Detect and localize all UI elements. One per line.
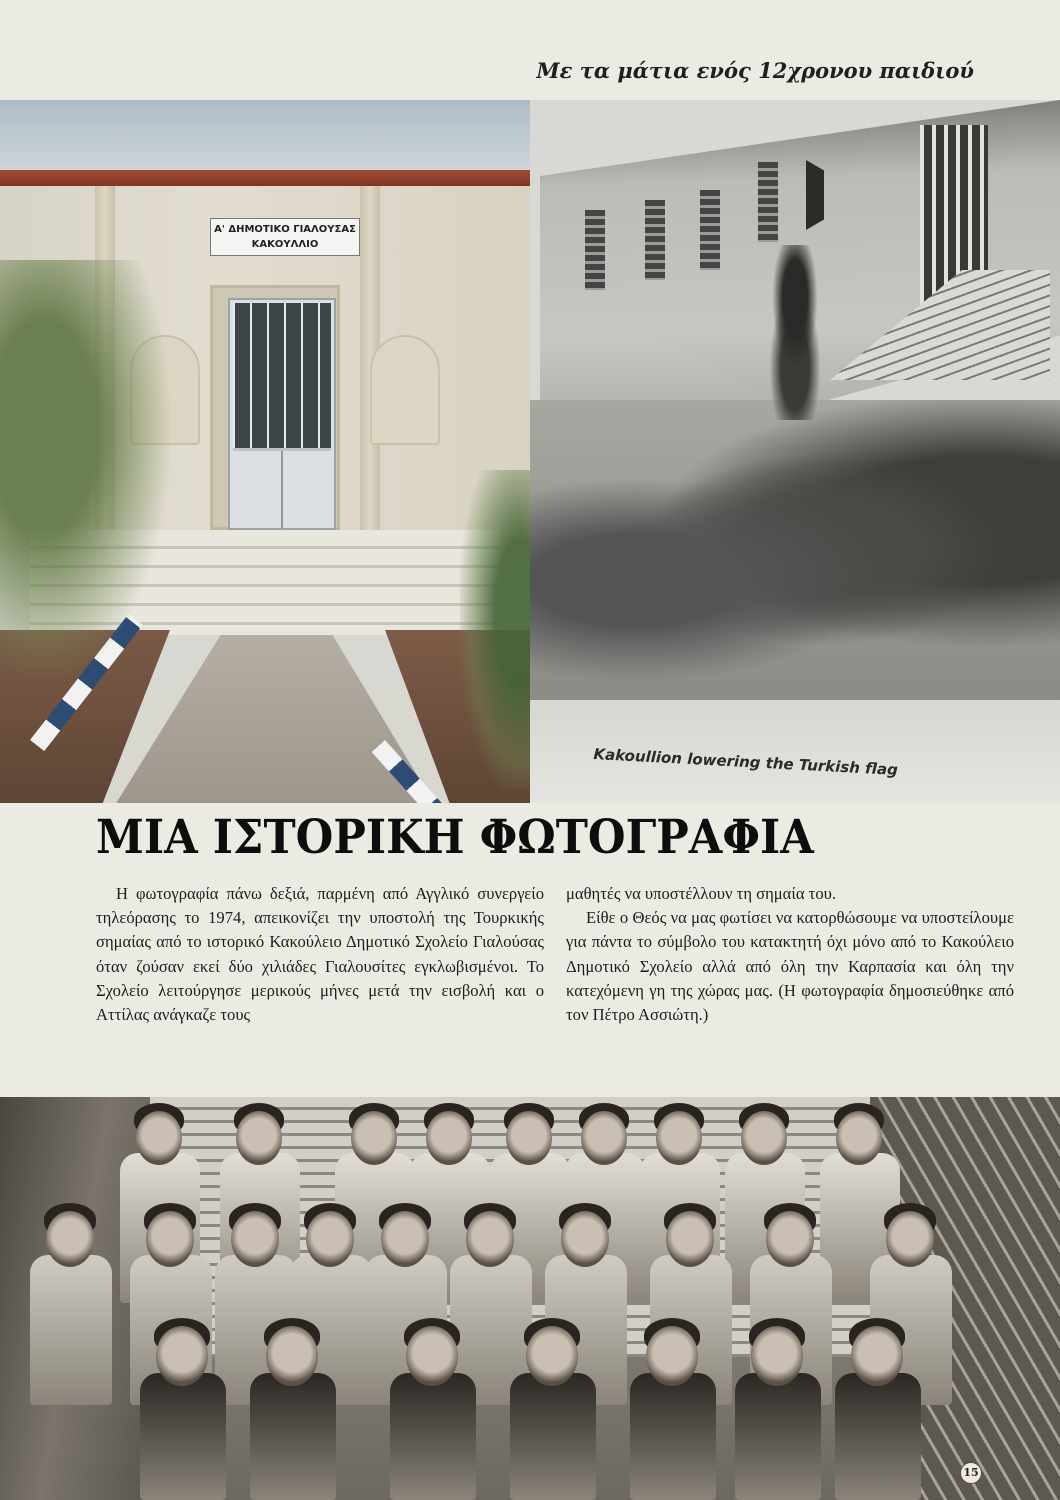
article-paragraph-continued: μαθητές να υποστέλλουν τη σημαία του. (566, 884, 836, 903)
child-head (156, 1326, 208, 1386)
child-head (231, 1211, 279, 1267)
child-head (561, 1211, 609, 1267)
child-head (886, 1211, 934, 1267)
child-head (526, 1326, 578, 1386)
school-sign (210, 218, 360, 256)
arched-niche (370, 335, 440, 445)
child-figure (510, 1373, 596, 1500)
tree-left (0, 260, 170, 680)
child-head (266, 1326, 318, 1386)
child-head (506, 1111, 552, 1165)
door-split (281, 451, 283, 529)
article-column-1 (96, 882, 544, 1027)
child-figure (140, 1373, 226, 1500)
child-figure (735, 1373, 821, 1500)
sky (0, 100, 530, 175)
school-sign-line2: ΚΑΚΟΥΛΛΙΟ (251, 239, 319, 250)
child-head (646, 1326, 698, 1386)
child-figure (630, 1373, 716, 1500)
child-figure (835, 1373, 921, 1500)
child-head (236, 1111, 282, 1165)
child-head (426, 1111, 472, 1165)
bw-flag (806, 160, 824, 230)
door-grill (233, 303, 331, 451)
child-head (306, 1211, 354, 1267)
child-head (836, 1111, 882, 1165)
bw-shrubs (530, 400, 1060, 700)
child-figure (390, 1373, 476, 1500)
bw-window (585, 210, 605, 290)
school-sign-line1: Α' ΔΗΜΟΤΙΚΟ ΓΙΑΛΟΥΣΑΣ (214, 224, 356, 235)
bw-people (755, 245, 835, 420)
child-head (751, 1326, 803, 1386)
child-head (351, 1111, 397, 1165)
bw-window (758, 162, 778, 242)
running-head: Με τα μάτια ενός 12χρονου παιδιού (536, 58, 974, 83)
roof (0, 170, 530, 186)
page-number: 15 (960, 1462, 982, 1484)
bw-window (700, 190, 720, 270)
child-head (406, 1326, 458, 1386)
photo-school-facade (0, 100, 530, 803)
child-head (466, 1211, 514, 1267)
article-headline: ΜΙΑ ΙΣΤΟΡΙΚΗ ΦΩΤΟΓΡΑΦΙΑ (96, 810, 814, 865)
child-head (656, 1111, 702, 1165)
article-paragraph: Η φωτογραφία πάνω δεξιά, παρμένη από Αγγλικό συνεργείο τηλεόρασης το 1974, απεικονίζει την υποστολή της Τουρκικής σημαίας από το ιστορικό Κακούλειο Δημοτικό Σχολείο Γιαλούσας όταν ζούσαν εκεί δύο χιλιάδες Γιαλουσίτες εγκλωβισμένοι. Το Σχολείο λειτούργησε μερικούς μήνες μετά την εισβολή και ο Αττίλας ανάγκαζε τους (96, 884, 544, 1025)
child-figure (30, 1255, 112, 1405)
photo-caption: Kakoullion lowering the Turkish flag (593, 745, 899, 779)
child-figure (250, 1373, 336, 1500)
tree-right (460, 470, 530, 790)
child-head (46, 1211, 94, 1267)
photo-class-group (0, 1097, 1060, 1500)
bw-window (645, 200, 665, 280)
child-head (851, 1326, 903, 1386)
article-column-2 (566, 882, 1014, 1027)
child-head (581, 1111, 627, 1165)
child-head (666, 1211, 714, 1267)
child-head (146, 1211, 194, 1267)
article-paragraph: Είθε ο Θεός να μας φωτίσει να κατορθώσουμε να υποστείλουμε για πάντα το σύμβολο του κατακτητή όχι μόνο από το Κακούλειο Δημοτικό Σχολείο αλλά από όλη την Καρπασία και όλη την κατεχόμενη γη της χώρας μας. (Η φωτογραφία δημοσιεύθηκε από τον Πέτρο Ασσιώτη.) (566, 908, 1014, 1025)
child-head (766, 1211, 814, 1267)
photo-flag-lowering (530, 100, 1060, 803)
child-head (741, 1111, 787, 1165)
child-head (381, 1211, 429, 1267)
child-head (136, 1111, 182, 1165)
